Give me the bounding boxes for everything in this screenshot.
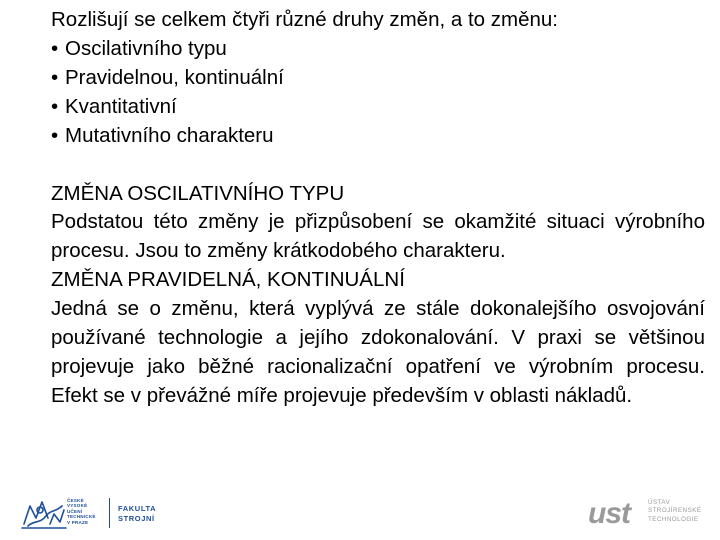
cvut-name-line: V PRAZE <box>67 519 89 525</box>
footer-logos <box>0 488 720 540</box>
section-title-continuous: ZMĚNA PRAVIDELNÁ, KONTINUÁLNÍ <box>51 268 405 292</box>
cvut-name-line: UČENÍ <box>67 508 83 514</box>
cvut-name-line: VYSOKÉ <box>67 503 88 509</box>
list-item: • Pravidelnou, kontinuální <box>51 64 705 93</box>
list-item: • Oscilativního typu <box>51 35 705 64</box>
list-item: • Mutativního charakteru <box>51 122 705 151</box>
section-text-continuous: Jedná se o změnu, která vyplývá ze stále dokonalejšího osvojování používané technologie a jejího zdokonalování. V praxi se většinou projevuje jako běžné racionalizační opatření ve výrobním procesu. Efekt se v převážné míře projevuje především v oblasti nákladů. <box>51 297 705 407</box>
ust-name-line: TECHNOLOGIE <box>648 515 699 523</box>
ust-name-line: STROJÍRENSKÉ <box>648 507 702 515</box>
section-text-oscillative: Podstatou této změny je přizpůsobení se okamžité situaci výrobního procesu. Jsou to změny krátkodobého charakteru. <box>51 210 705 263</box>
faculty-name-line: STROJNÍ <box>118 513 155 523</box>
change-types-list <box>51 35 705 151</box>
intro-block <box>51 6 705 151</box>
cvut-name-line: ČESKÉ <box>67 498 84 503</box>
cvut-name-line: TECHNICKÉ <box>67 514 96 520</box>
list-item: • Kvantitativní <box>51 93 705 122</box>
ust-logo-text: ust <box>588 497 630 529</box>
ust-institute-name <box>648 499 701 524</box>
ust-logo-icon <box>587 497 647 529</box>
slide-content <box>51 6 705 411</box>
spacer <box>51 151 705 180</box>
section-title-oscillative: ZMĚNA OSCILATIVNÍHO TYPU <box>51 181 345 205</box>
ust-name-line: ÚSTAV <box>648 499 671 506</box>
faculty-name <box>118 504 156 523</box>
cvut-lion-logo-icon <box>20 496 68 530</box>
cvut-name <box>67 498 107 525</box>
faculty-name-line: FAKULTA <box>118 504 157 513</box>
intro-heading: Rozlišují se celkem čtyři různé druhy změn, a to změnu: <box>51 8 558 31</box>
footer-divider <box>109 498 110 528</box>
